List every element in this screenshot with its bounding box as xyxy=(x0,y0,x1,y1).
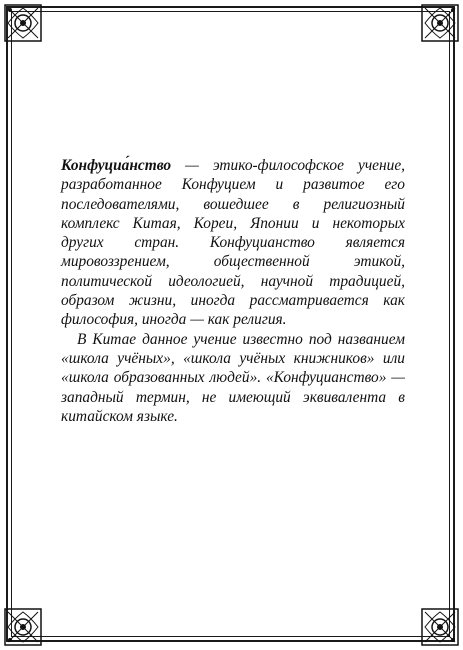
corner-ornament-bottom-right xyxy=(421,608,459,646)
paragraph-1 xyxy=(61,156,405,330)
corner-ornament-top-left xyxy=(4,4,42,42)
article-body xyxy=(61,156,405,426)
corner-ornament-top-right xyxy=(421,4,459,42)
term-heading: Конфуциа́нство xyxy=(61,157,172,174)
corner-ornament-bottom-left xyxy=(4,608,42,646)
paragraph-2: В Китае данное учение известно под названием «школа учёных», «школа учёных книжников» или «школа образованных людей». «Конфуцианство» — западный термин, не имеющий эквивалента в китайском языке. xyxy=(61,330,405,425)
paragraph-1-text: — этико-философское учение, разработанное Конфуцием и развитое его последователями, вошедшее в религиозный комплекс Китая, Кореи, Японии и некоторых других стран. Конфуцианство является мировоззрением, общественной этикой, политической идеологией, научной традицией, образом жизни, иногда рассматривается как философия, иногда — как религия. xyxy=(61,157,405,329)
